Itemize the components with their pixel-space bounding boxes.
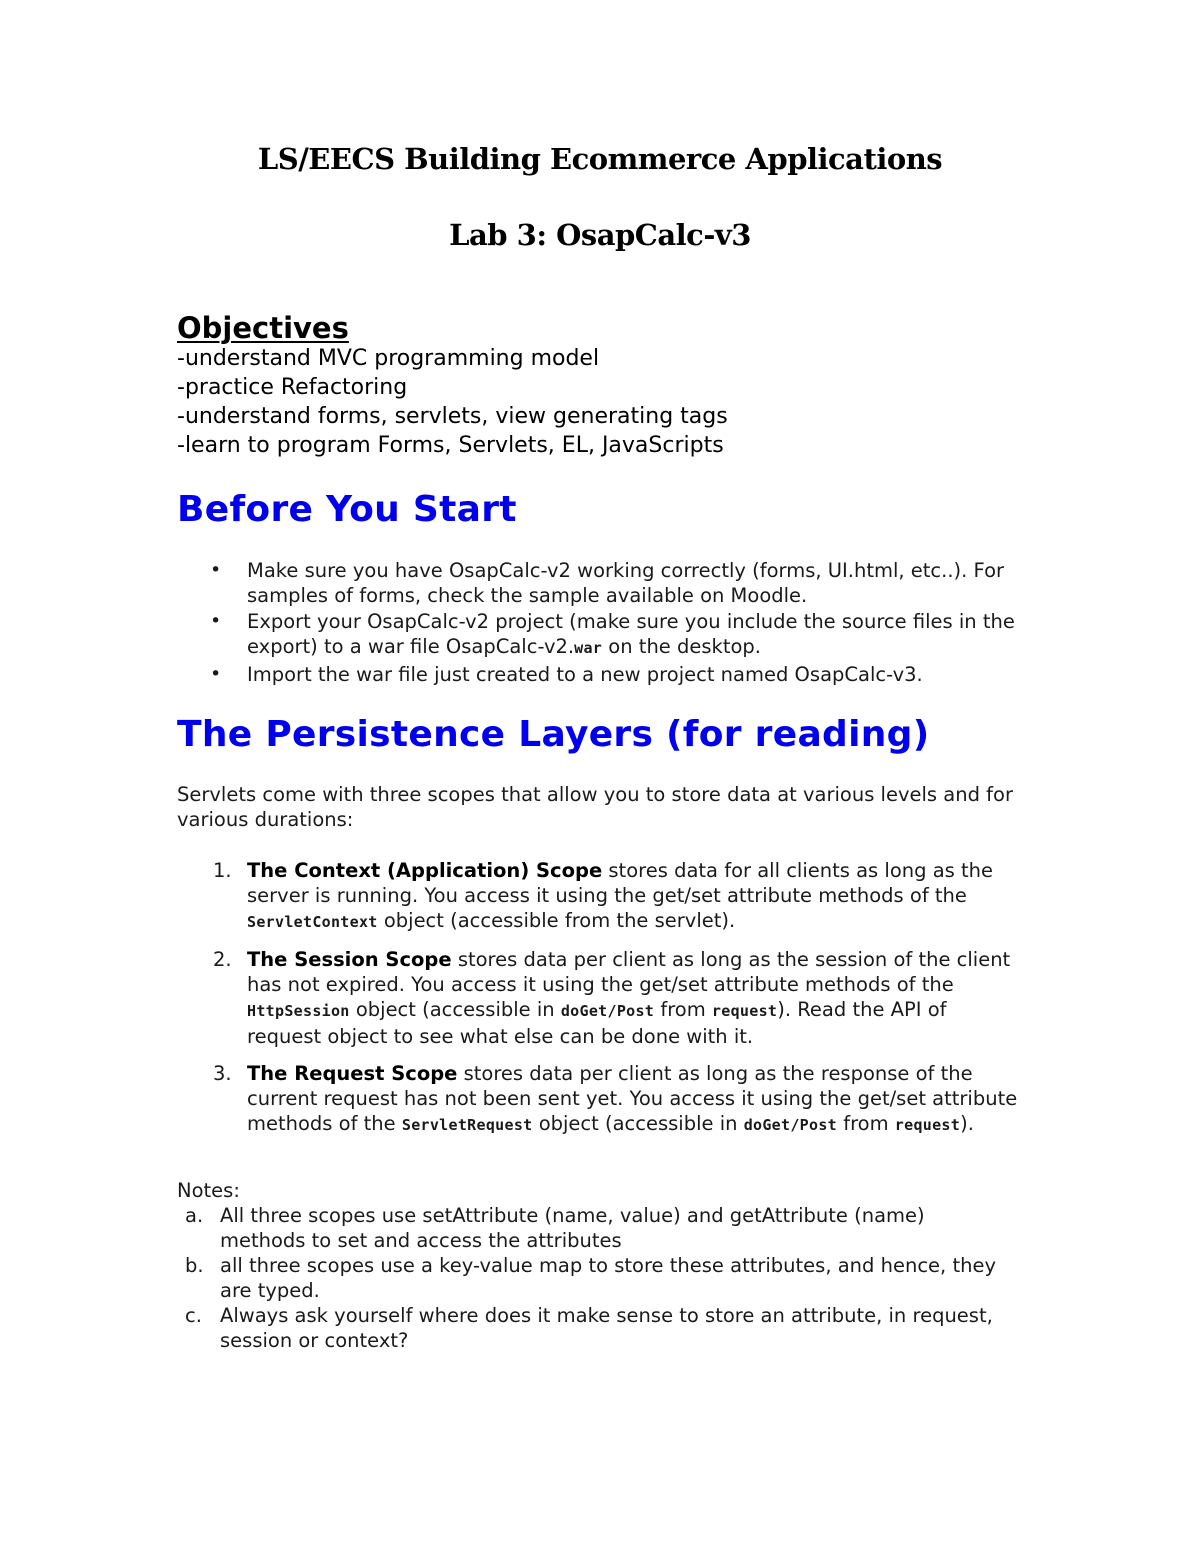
scope-text: object (accessible from the servlet). xyxy=(377,909,736,932)
objective-item: -practice Refactoring xyxy=(177,375,408,400)
scope-item-request xyxy=(210,1061,1020,1138)
scope-text: ). Read the API of request object to see what else can be done with it. xyxy=(247,998,947,1048)
bullet-text: Import the war file just created to a new project named OsapCalc-v3. xyxy=(247,663,923,686)
bullet-icon: • xyxy=(210,559,222,581)
notes-label: Notes: xyxy=(177,1179,240,1202)
before-you-start-heading: Before You Start xyxy=(177,489,517,530)
scope-name: The Request Scope xyxy=(247,1062,458,1085)
code-inline: ServletContext xyxy=(247,913,378,931)
scope-text: object (accessible in xyxy=(349,998,561,1021)
scope-name: The Session Scope xyxy=(247,948,452,971)
note-text: Always ask yourself where does it make sense to store an attribute, in request, session or context? xyxy=(220,1304,993,1352)
objectives-section xyxy=(177,308,1077,460)
objectives-heading: Objectives xyxy=(177,311,349,345)
scopes-list xyxy=(210,858,1020,1150)
list-number: 3. xyxy=(213,1062,232,1085)
code-inline: war xyxy=(574,639,603,657)
code-inline: HttpSession xyxy=(247,1002,350,1020)
bullet-text: Make sure you have OsapCalc-v2 working correctly (forms, UI.html, etc..). For samples of forms, check the sample available on Moodle. xyxy=(247,559,1005,607)
list-number: 1. xyxy=(213,859,232,882)
scope-text: stores data per client as long as the response of the current request has not been sent yet. You access it using the get/set attribute methods of the xyxy=(247,1062,1018,1135)
note-item xyxy=(185,1303,1005,1353)
notes-list xyxy=(185,1203,1005,1353)
bullet-text: on the desktop. xyxy=(602,635,761,658)
bullet-text: Export your OsapCalc-v2 project (make sure you include the source files in the export) to a war file OsapCalc-v2. xyxy=(247,610,1015,658)
code-inline: doGet/Post xyxy=(743,1116,837,1134)
note-item xyxy=(185,1253,1005,1303)
list-number: 2. xyxy=(213,948,232,971)
scope-item-context xyxy=(210,858,1020,935)
list-letter: b. xyxy=(185,1254,204,1277)
list-item xyxy=(210,662,1030,687)
note-text: all three scopes use a key-value map to store these attributes, and hence, they are typed. xyxy=(220,1254,996,1302)
code-inline: request xyxy=(711,1002,778,1020)
list-item xyxy=(210,609,1030,661)
list-item xyxy=(210,558,1030,608)
objectives-list xyxy=(177,344,1077,460)
list-letter: c. xyxy=(185,1304,202,1327)
bullet-icon: • xyxy=(210,663,222,685)
persistence-intro: Servlets come with three scopes that allow you to store data at various levels and for various durations: xyxy=(177,783,1013,831)
code-inline: ServletRequest xyxy=(401,1116,533,1134)
code-inline: doGet/Post xyxy=(560,1002,655,1020)
note-text: All three scopes use setAttribute (name, value) and getAttribute (name) methods to set and access the attributes xyxy=(220,1204,925,1252)
lab-title: Lab 3: OsapCalc-v3 xyxy=(449,218,751,252)
scope-text: stores data for all clients as long as the server is running. You access it using the get/set attribute methods of the xyxy=(247,859,994,907)
objective-item: -learn to program Forms, Servlets, EL, JavaScripts xyxy=(177,433,724,458)
code-inline: request xyxy=(894,1116,961,1134)
note-item xyxy=(185,1203,1005,1253)
scope-text: ). xyxy=(960,1112,974,1135)
scope-item-session xyxy=(210,947,1020,1049)
before-you-start-list xyxy=(210,558,1030,688)
bullet-icon: • xyxy=(210,610,222,632)
scope-text: from xyxy=(654,998,712,1021)
scope-name: The Context (Application) Scope xyxy=(247,859,603,882)
objective-item: -understand MVC programming model xyxy=(177,346,600,371)
document-title: LS/EECS Building Ecommerce Applications xyxy=(257,142,943,176)
list-letter: a. xyxy=(185,1204,204,1227)
scope-text: object (accessible in xyxy=(532,1112,744,1135)
objective-item: -understand forms, servlets, view generating tags xyxy=(177,404,728,429)
scope-text: stores data per client as long as the session of the client has not expired. You access it using the get/set attribute methods of the xyxy=(247,948,1011,996)
persistence-heading: The Persistence Layers (for reading) xyxy=(177,714,930,755)
scope-text: from xyxy=(837,1112,895,1135)
